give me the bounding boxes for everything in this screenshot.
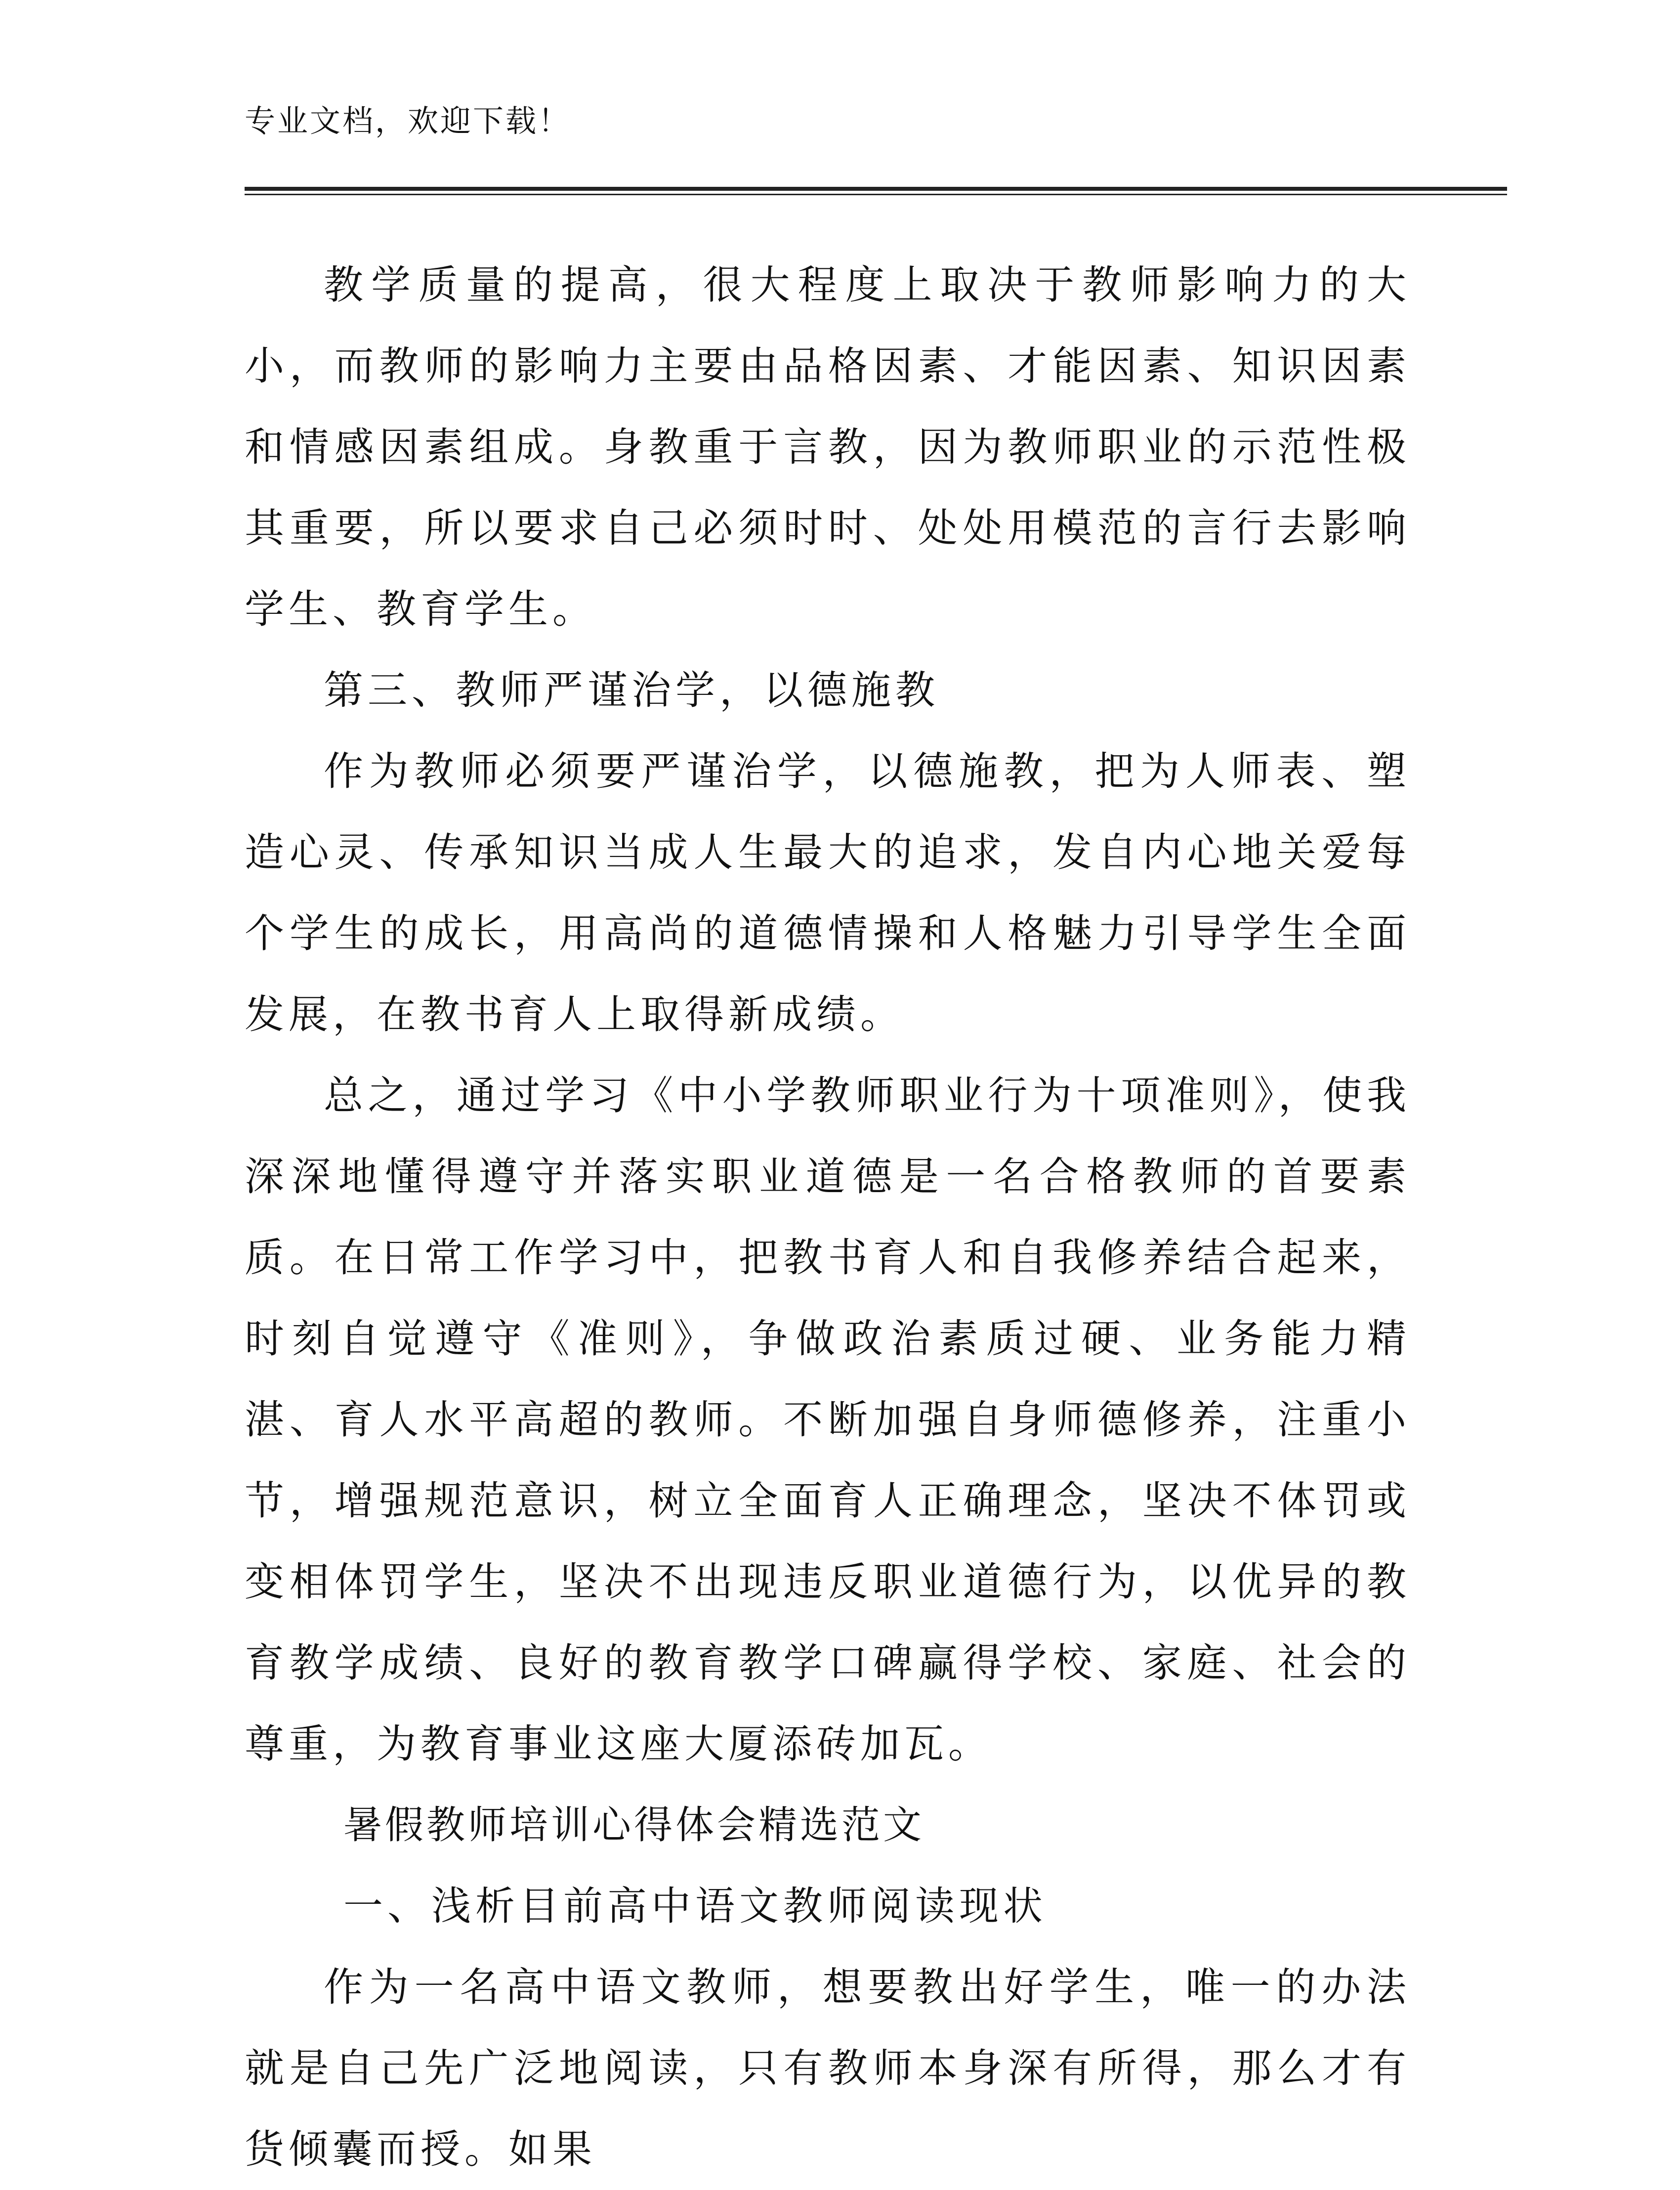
article-subtitle: 一、浅析目前高中语文教师阅读现状 [343,1883,1047,1929]
page-header-text: 专业文档，欢迎下载！ [245,103,571,139]
body-paragraph-reading: 作为一名高中语文教师，想要教出好学生，唯一的办法就是自己先广泛地阅读，只有教师本身深有所得，那么才有货倾囊而授。如果 [245,1964,1411,2172]
body-paragraph-conclusion: 总之，通过学习《中小学教师职业行为十项准则》，使我深深地懂得遵守并落实职业道德是一名合格教师的首要素质。在日常工作学习中，把教书育人和自我修养结合起来，时刻自觉遵守《准则》，争做政治素质过硬、业务能力精湛、育人水平高超的教师。不断加强自身师德修养，注重小节，增强规范意识，树立全面育人正确理念，坚决不体罚或变相体罚学生，坚决不出现违反职业道德行为，以优异的教育教学成绩、良好的教育教学口碑赢得学校、家庭、社会的尊重，为教育事业这座大厦添砖加瓦。 [245,1073,1411,1767]
body-paragraph-influence: 教学质量的提高，很大程度上取决于教师影响力的大小，而教师的影响力主要由品格因素、才能因素、知识因素和情感因素组成。身教重于言教，因为教师职业的示范性极其重要，所以要求自己必须时时、处处用模范的言行去影响学生、教育学生。 [245,262,1411,632]
body-paragraph-rigor: 作为教师必须要严谨治学，以德施教，把为人师表、塑造心灵、传承知识当成人生最大的追求，发自内心地关爱每个学生的成长，用高尚的道德情操和人格魅力引导学生全面发展，在教书育人上取得新成绩。 [245,748,1411,1037]
header-divider [245,187,1507,198]
header-divider-thin-line [245,194,1507,195]
section-point-three: 第三、教师严谨治学，以德施教 [324,667,939,713]
article-title: 暑假教师培训心得体会精选范文 [343,1803,925,1847]
document-body [245,245,1411,2190]
header-divider-thick-line [245,187,1507,191]
